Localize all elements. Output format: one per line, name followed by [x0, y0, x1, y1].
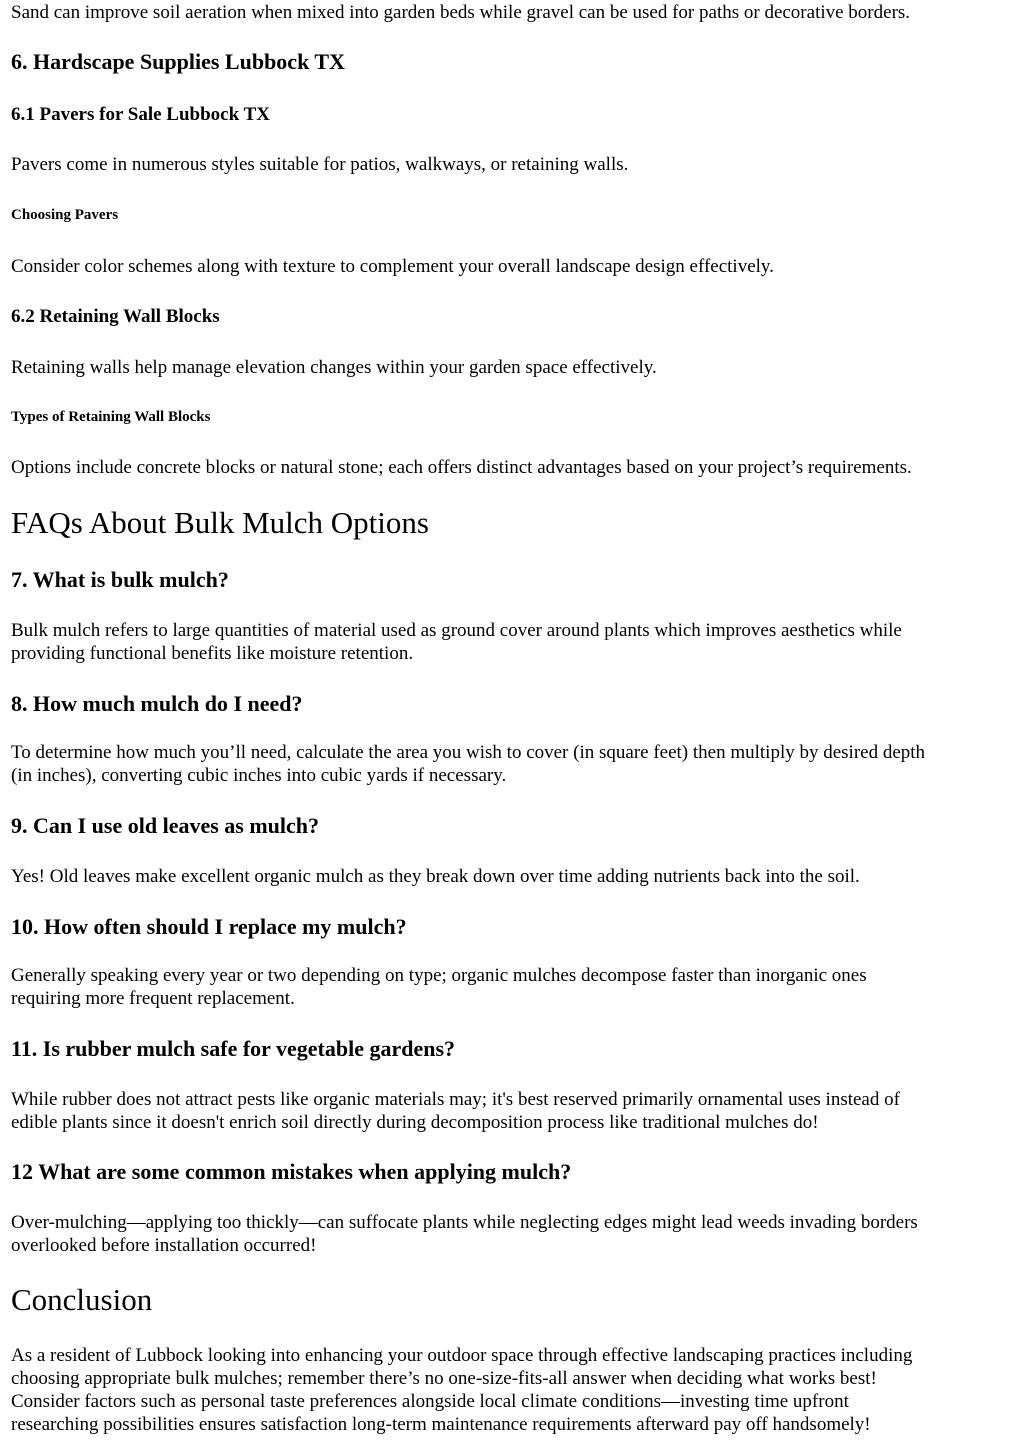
retaining-wall-paragraph: Retaining walls help manage elevation changes within your garden space effectively.: [11, 357, 657, 378]
faq-answer-line: edible plants since it doesn't enrich soil directly during decomposition process like traditional mulches do!: [11, 1112, 819, 1133]
retaining-wall-heading: 6.2 Retaining Wall Blocks: [11, 306, 220, 327]
hardscape-heading: 6. Hardscape Supplies Lubbock TX: [11, 49, 345, 74]
pavers-paragraph: Pavers come in numerous styles suitable for patios, walkways, or retaining walls.: [11, 154, 629, 175]
conclusion-line: choosing appropriate bulk mulches; remember there’s no one-size-fits-all answer when deciding what works best!: [11, 1368, 877, 1389]
choosing-pavers-paragraph: Consider color schemes along with texture to complement your overall landscape design effectively.: [11, 256, 774, 277]
faq-answer-line: requiring more frequent replacement.: [11, 988, 295, 1009]
faq-answer-line: Bulk mulch refers to large quantities of material used as ground cover around plants which improves aesthetics while: [11, 620, 902, 641]
retaining-wall-types-heading: Types of Retaining Wall Blocks: [11, 409, 211, 425]
faq-answer-line: (in inches), converting cubic inches into cubic yards if necessary.: [11, 765, 507, 786]
conclusion-line: As a resident of Lubbock looking into enhancing your outdoor space through effective landscaping practices including: [11, 1345, 913, 1366]
faq-answer-line: To determine how much you’ll need, calculate the area you wish to cover (in square feet) then multiply by desired depth: [11, 742, 926, 763]
faq-answer-line: While rubber does not attract pests like organic materials may; it's best reserved primarily ornamental uses instead of: [11, 1089, 900, 1110]
retaining-wall-types-paragraph: Options include concrete blocks or natural stone; each offers distinct advantages based on your project’s requirements.: [11, 457, 912, 478]
faq-answer-line: Over-mulching—applying too thickly—can suffocate plants while neglecting edges might lead weeds invading borders: [11, 1212, 918, 1233]
conclusion-line: Consider factors such as personal taste preferences alongside local climate conditions—investing time upfront: [11, 1391, 849, 1412]
conclusion-heading: Conclusion: [11, 1282, 153, 1317]
faq-question: 12 What are some common mistakes when applying mulch?: [11, 1159, 572, 1184]
faq-question: 7. What is bulk mulch?: [11, 567, 229, 592]
choosing-pavers-heading: Choosing Pavers: [11, 207, 119, 223]
faq-question: 9. Can I use old leaves as mulch?: [11, 813, 320, 838]
faqs-heading: FAQs About Bulk Mulch Options: [11, 505, 429, 540]
faq-answer-line: overlooked before installation occurred!: [11, 1235, 317, 1256]
faq-question: 8. How much mulch do I need?: [11, 691, 303, 716]
conclusion-line: researching possibilities ensures satisfaction long-term maintenance requirements afterward pay off handsomely!: [11, 1414, 871, 1435]
pavers-heading: 6.1 Pavers for Sale Lubbock TX: [11, 104, 270, 125]
faq-question: 10. How often should I replace my mulch?: [11, 914, 407, 939]
faq-question: 11. Is rubber mulch safe for vegetable gardens?: [11, 1036, 456, 1061]
intro-tail-paragraph: Sand can improve soil aeration when mixed into garden beds while gravel can be used for paths or decorative borders.: [11, 2, 911, 23]
faq-answer-line: providing functional benefits like moisture retention.: [11, 643, 414, 664]
faq-answer-line: Yes! Old leaves make excellent organic mulch as they break down over time adding nutrients back into the soil.: [11, 866, 860, 887]
faq-answer-line: Generally speaking every year or two depending on type; organic mulches decompose faster than inorganic ones: [11, 965, 867, 986]
